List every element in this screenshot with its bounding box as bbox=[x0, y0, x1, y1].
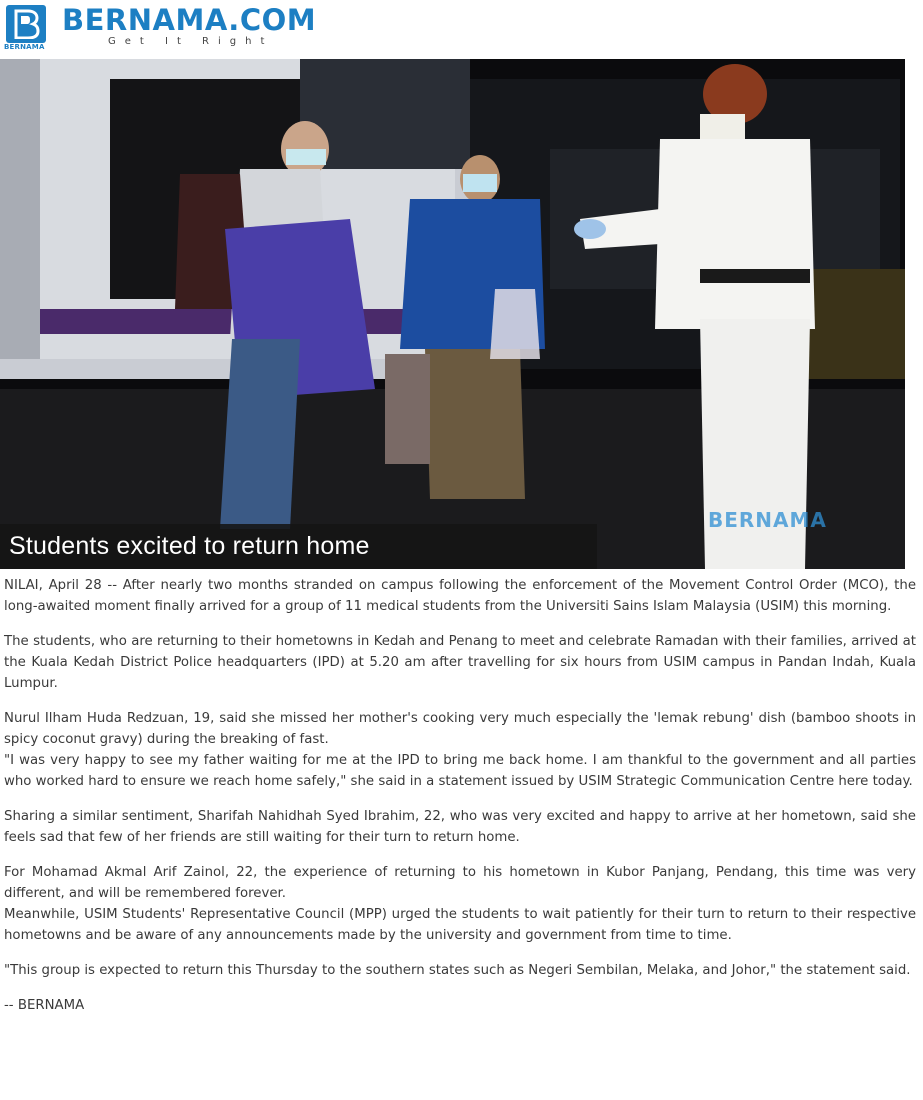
site-brand-link[interactable]: BERNAMA.COM bbox=[62, 3, 317, 37]
article-paragraph: Meanwhile, USIM Students' Representative Council (MPP) urged the students to wait patiently for their turn to return to their respective hometowns and be aware of any announcements made by the university and government from time to time. bbox=[4, 907, 916, 943]
article-paragraph: The students, who are returning to their hometowns in Kedah and Penang to meet and celebrate Ramadan with their families, arrived at the Kuala Kedah District Police headquarters (IPD) at 5.20 am after travelling for six hours from USIM campus in Pandan Indah, Kuala Lumpur. bbox=[4, 634, 916, 691]
article-paragraph: Nurul Ilham Huda Redzuan, 19, said she missed her mother's cooking very much especially the 'lemak rebung' dish (bamboo shoots in spicy coconut gravy) during the breaking of fast. bbox=[4, 711, 916, 747]
site-tagline: Get It Right bbox=[108, 36, 274, 47]
logo-caption: BERNAMA bbox=[4, 43, 45, 51]
article-headline: Students excited to return home bbox=[9, 532, 370, 560]
article-paragraph: Sharing a similar sentiment, Sharifah Nahidhah Syed Ibrahim, 22, who was very excited and happy to arrive at her hometown, said she feels sad that few of her friends are still waiting for their turn to return home. bbox=[4, 809, 916, 845]
photo-watermark: BERNAMA bbox=[708, 508, 827, 532]
article-paragraph: "This group is expected to return this Thursday to the southern states such as Negeri Sembilan, Melaka, and Johor," the statement said. bbox=[4, 963, 911, 978]
article-photo bbox=[0, 59, 905, 569]
article-paragraph: NILAI, April 28 -- After nearly two months stranded on campus following the enforcement of the Movement Control Order (MCO), the long-awaited moment finally arrived for a group of 11 medical students from the Universiti Sains Islam Malaysia (USIM) this morning. bbox=[4, 578, 916, 614]
article-sign-off: -- BERNAMA bbox=[4, 998, 85, 1013]
article-body bbox=[4, 575, 916, 1016]
article-paragraph: For Mohamad Akmal Arif Zainol, 22, the experience of returning to his hometown in Kubor Panjang, Pendang, this time was very different, and will be remembered forever. bbox=[4, 865, 916, 901]
site-header bbox=[0, 0, 923, 58]
article-paragraph: "I was very happy to see my father waiting for me at the IPD to bring me back home. I am thankful to the government and all parties who worked hard to ensure we reach home safely," she said in a statement issued by USIM Strategic Communication Centre here today. bbox=[4, 753, 916, 789]
bernama-logo-icon[interactable] bbox=[6, 5, 46, 43]
